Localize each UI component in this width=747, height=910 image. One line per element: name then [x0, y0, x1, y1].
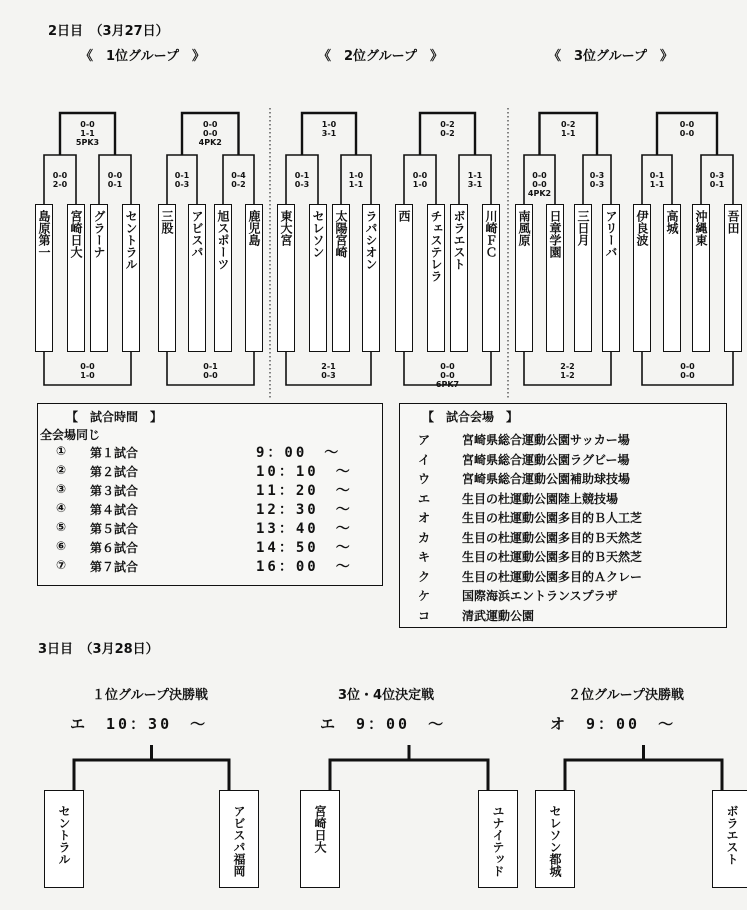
team-name: 南風原 [517, 210, 531, 246]
team-box [362, 204, 380, 352]
group2-title: 《 2位グループ 》 [318, 49, 444, 64]
team-box [245, 204, 263, 352]
team-name: 東大宮 [279, 210, 293, 246]
match-score: 0-0 0-0 6PK7 [435, 362, 460, 390]
match-times-sub: 全会場同じ [40, 428, 101, 442]
bracket-line [74, 760, 229, 790]
time-time: 16：00 ～ [256, 559, 353, 575]
venue-name: 生目の杜運動公園多目的Ｂ天然芝 [462, 550, 643, 564]
time-time: 11：20 ～ [256, 483, 353, 499]
final-team-name: セレソン都城 [548, 805, 562, 877]
team-box [90, 204, 108, 352]
team-box [35, 204, 53, 352]
final-team-name: 宮崎日大 [313, 805, 327, 853]
team-box [546, 204, 564, 352]
final-match-time: エ 9：00 ～ [320, 715, 447, 733]
venue-key: ア [418, 433, 431, 447]
final-team-name: セントラル [57, 805, 71, 865]
team-name: 日章学園 [548, 210, 562, 258]
match-times-header: 【 試合時間 】 [66, 410, 163, 424]
venue-name: 宮崎県総合運動公園補助球技場 [462, 472, 631, 486]
team-name: アビスパ [190, 210, 204, 258]
venues-panel [399, 403, 727, 628]
time-name: 第２試合 [90, 465, 139, 479]
match-score: 1-0 3-1 [321, 120, 337, 139]
venue-name: 生目の杜運動公園多目的Ｂ天然芝 [462, 530, 643, 545]
final-match-title: ２位グループ決勝戦 [568, 688, 684, 703]
venue-name: 生目の杜運動公園多目的Ｂ人工芝 [462, 511, 643, 525]
time-num: ⑤ [56, 520, 67, 534]
final-team-name: アビスパ福岡 [232, 805, 246, 877]
venue-key: カ [418, 530, 431, 545]
match-score: 0-0 0-1 [107, 171, 123, 190]
time-time: 9：00 ～ [256, 445, 342, 461]
venue-key: キ [418, 550, 431, 564]
venue-row [418, 587, 718, 605]
final-match-title: １位グループ決勝戦 [92, 688, 208, 703]
final-match-title: 3位・4位決定戦 [338, 688, 435, 703]
final-team-box [300, 790, 340, 888]
match-time-row [56, 501, 376, 519]
match-score: 0-1 0-3 [294, 171, 310, 190]
time-num: ② [56, 463, 67, 477]
match-times-panel [37, 403, 383, 586]
team-name: 三日月 [576, 210, 590, 246]
team-box [515, 204, 533, 352]
team-box [602, 204, 620, 352]
venue-row [418, 470, 718, 488]
time-name: 第３試合 [90, 484, 139, 498]
match-score: 0-1 0-3 [174, 171, 190, 190]
match-score: 0-0 0-0 4PK2 [198, 120, 222, 148]
group1-title: 《 1位グループ 》 [80, 49, 206, 64]
team-name: チェステレラ [429, 210, 443, 282]
match-score: 0-0 2-0 [52, 171, 68, 190]
match-time-row [56, 520, 376, 538]
team-box [574, 204, 592, 352]
time-num: ⑥ [56, 539, 67, 553]
team-box [277, 204, 295, 352]
day3-title: 3日目 （3月28日） [38, 642, 159, 657]
venue-row [418, 431, 718, 449]
match-time-row [56, 482, 376, 500]
team-name: 川崎ＦＣ [484, 210, 498, 258]
time-time: 12：30 ～ [256, 502, 353, 518]
time-name: 第５試合 [90, 522, 139, 536]
venue-name: 生目の杜運動公園多目的Ａクレー [462, 569, 643, 584]
final-team-box [44, 790, 84, 888]
final-team-name: ユナイテッド [491, 805, 505, 877]
match-score: 2-2 1-2 [560, 362, 575, 381]
team-box [214, 204, 232, 352]
venue-row [418, 548, 718, 566]
venue-name: 生目の杜運動公園陸上競技場 [462, 491, 619, 506]
venue-row [418, 568, 718, 586]
venue-key: ケ [418, 589, 431, 603]
time-time: 10：10 ～ [256, 464, 353, 480]
final-team-box [219, 790, 259, 888]
match-score: 0-0 0-0 [680, 362, 695, 381]
team-name: 島原第一 [37, 210, 51, 258]
team-box [692, 204, 710, 352]
match-score: 0-0 1-1 5PK3 [75, 120, 100, 148]
venue-row [418, 490, 718, 508]
venue-key: コ [418, 608, 431, 623]
venue-name: 清武運動公園 [462, 608, 535, 623]
match-score: 0-4 0-2 [231, 171, 246, 190]
match-score: 0-3 0-3 [589, 171, 605, 190]
time-num: ④ [56, 501, 67, 515]
time-name: 第１試合 [90, 446, 139, 460]
venue-key: エ [418, 491, 431, 506]
venue-key: ク [418, 569, 431, 584]
time-num: ③ [56, 482, 67, 496]
time-name: 第７試合 [90, 560, 139, 574]
match-time-row [56, 558, 376, 576]
team-name: 太陽宮崎 [334, 210, 348, 258]
bracket-line [565, 760, 722, 790]
group3-title: 《 3位グループ 》 [548, 49, 674, 64]
venue-name: 国際海浜エントランスプラザ [462, 589, 618, 603]
team-name: ラパシオン [364, 210, 378, 270]
match-time-row [56, 463, 376, 481]
match-time-row [56, 444, 376, 462]
match-score: 0-0 1-0 [412, 171, 428, 190]
match-score: 0-0 1-0 [80, 362, 95, 381]
match-score: 1-0 1-1 [348, 171, 364, 190]
team-name: 鹿児島 [247, 210, 261, 246]
team-name: 沖縄東 [694, 210, 708, 246]
venue-name: 宮崎県総合運動公園サッカー場 [462, 433, 630, 447]
bracket-line [330, 760, 488, 790]
team-name: グラーナ [92, 210, 106, 258]
team-box [724, 204, 742, 352]
final-team-name: ボラエスト [725, 805, 739, 865]
venue-name: 宮崎県総合運動公園ラグビー場 [462, 452, 630, 467]
match-score: 1-1 3-1 [467, 171, 483, 190]
team-name: 宮崎日大 [69, 210, 83, 258]
team-box [427, 204, 445, 352]
team-name: 西 [397, 210, 411, 222]
team-box [158, 204, 176, 352]
venue-key: イ [418, 452, 431, 467]
final-team-box [478, 790, 518, 888]
time-name: 第４試合 [90, 503, 139, 517]
match-score: 0-3 0-1 [709, 171, 725, 190]
match-score: 0-0 0-0 [679, 120, 695, 139]
match-score: 0-1 1-1 [649, 171, 665, 190]
time-name: 第６試合 [90, 541, 139, 555]
time-num: ⑦ [56, 558, 67, 572]
venue-row [418, 607, 718, 625]
team-box [122, 204, 140, 352]
match-score: 0-1 0-0 [203, 362, 218, 381]
team-name: ボラエスト [452, 210, 466, 270]
time-num: ① [56, 444, 67, 458]
match-score: 0-2 1-1 [561, 120, 576, 139]
team-box [332, 204, 350, 352]
venue-key: オ [418, 511, 431, 525]
team-box [188, 204, 206, 352]
match-time-row [56, 539, 376, 557]
venue-row [418, 451, 718, 469]
venue-row [418, 509, 718, 527]
team-box [663, 204, 681, 352]
day2-title: 2日目 （3月27日） [48, 24, 169, 39]
team-name: セレソン [311, 210, 325, 258]
match-score: 2-1 0-3 [321, 362, 336, 381]
final-match-time: エ 10：30 ～ [70, 715, 209, 733]
venue-key: ウ [418, 472, 431, 486]
team-name: セントラル [124, 210, 138, 270]
venues-header: 【 試合会場 】 [422, 410, 519, 424]
team-name: 旭スポーツ [216, 210, 230, 270]
match-score: 0-2 0-2 [440, 120, 455, 139]
team-name: 三股 [160, 210, 174, 234]
team-box [67, 204, 85, 352]
venue-row [418, 529, 718, 547]
team-name: アリーバ [604, 210, 618, 258]
team-box [395, 204, 413, 352]
team-box [633, 204, 651, 352]
team-box [450, 204, 468, 352]
final-match-time: オ 9：00 ～ [550, 715, 677, 733]
team-name: 高城 [665, 210, 679, 234]
team-box [309, 204, 327, 352]
time-time: 14：50 ～ [256, 540, 353, 556]
final-team-box [712, 790, 747, 888]
team-box [482, 204, 500, 352]
team-name: 伊良波 [635, 210, 649, 246]
final-team-box [535, 790, 575, 888]
match-score: 0-0 0-0 4PK2 [527, 171, 552, 199]
time-time: 13：40 ～ [256, 521, 353, 537]
team-name: 吾田 [726, 210, 740, 234]
